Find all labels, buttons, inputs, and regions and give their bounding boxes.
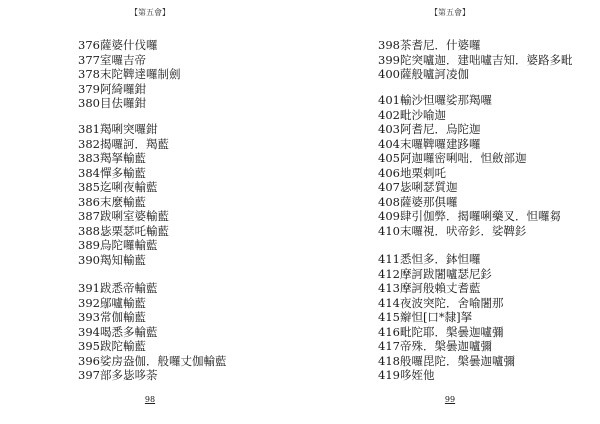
- mantra-line: 376薩婆什伐囉: [78, 38, 158, 52]
- mantra-line: 387跋唎室婆輸藍: [78, 209, 169, 223]
- mantra-line: 409肆引伽弊．揭囉唎藥叉．怛囉芻: [378, 209, 561, 223]
- verse-group: [78, 38, 180, 111]
- mantra-line: 411悉怛多．鉢怛囉: [378, 252, 481, 266]
- mantra-line: 413摩訶般賴丈耆藍: [378, 281, 481, 295]
- mantra-line: 382揭囉訶．羯藍: [78, 136, 169, 151]
- mantra-line: 393常伽輸藍: [78, 310, 146, 324]
- mantra-line: 412摩訶跋闍嚧瑟尼釤: [378, 266, 492, 281]
- verse-group: [378, 252, 515, 383]
- mantra-line: 381羯唎突囉鉗: [78, 122, 158, 136]
- mantra-line: 400薩般嚧訶凌伽: [378, 67, 469, 81]
- verse-group: [378, 93, 561, 238]
- mantra-line: 401輸沙怛囉娑那羯囉: [378, 93, 492, 107]
- mantra-line: 407毖唎瑟質迦: [378, 180, 458, 194]
- mantra-line: 389烏陀囉輸藍: [78, 238, 158, 252]
- verse-group: [78, 122, 169, 267]
- mantra-line: 390羯知輸藍: [78, 252, 146, 267]
- mantra-line: 398茶耆尼．什婆囉: [378, 38, 481, 52]
- mantra-line: 416毗陀耶．槃曇迦嚧彌: [378, 324, 504, 339]
- right-page: [300, 0, 600, 424]
- mantra-line: 419哆姪他: [378, 368, 435, 382]
- mantra-line: 383羯拏輸藍: [78, 151, 146, 165]
- running-header: 【第五會】: [130, 8, 170, 17]
- mantra-line: 402毗沙喻迦: [378, 107, 446, 122]
- verse-group: [78, 281, 226, 383]
- mantra-line: 396娑房盎伽．般囉丈伽輸藍: [78, 353, 227, 368]
- mantra-line: 377室囉吉帝: [78, 52, 146, 67]
- mantra-line: 397部多毖哆荼: [78, 368, 158, 382]
- mantra-line: 410末囉視．吠帝釤．娑鞞釤: [378, 223, 527, 238]
- mantra-line: 391跋悉帝輸藍: [78, 281, 158, 295]
- mantra-line: 405阿迦囉密唎咄．怛斂部迦: [378, 151, 527, 165]
- mantra-line: 414夜波突陀．舍喻闍那: [378, 295, 504, 310]
- mantra-line: 406地栗剌吒: [378, 165, 446, 180]
- mantra-line: 394喝悉多輸藍: [78, 324, 158, 339]
- mantra-line: 388毖栗瑟吒輸藍: [78, 223, 169, 238]
- page-number: 99: [444, 395, 456, 404]
- mantra-line: 385迄唎夜輸藍: [78, 180, 158, 194]
- mantra-line: 418般囉毘陀．槃曇迦嚧彌: [378, 353, 515, 368]
- page-number: 98: [144, 395, 156, 404]
- mantra-line: 392鄔嚧輸藍: [78, 295, 146, 310]
- mantra-line: 380目佉囉鉗: [78, 96, 146, 110]
- mantra-line: 403阿耆尼．烏陀迦: [378, 122, 481, 136]
- mantra-line: 379阿綺囉鉗: [78, 81, 146, 96]
- running-header: 【第五會】: [430, 8, 470, 17]
- verse-group: [378, 38, 572, 82]
- mantra-line: 399陀突嚧迦．建咄嚧吉知．婆路多毗: [378, 52, 573, 67]
- mantra-line: 404末囉鞞囉建跢囉: [378, 136, 481, 151]
- mantra-line: 378末陀鞞達囉制劍: [78, 67, 181, 81]
- mantra-line: 395跋陀輸藍: [78, 339, 146, 353]
- mantra-line: 415辮怛[口*隸]拏: [378, 310, 473, 324]
- mantra-line: 417帝殊．槃曇迦嚧彌: [378, 339, 492, 353]
- mantra-line: 384憚多輸藍: [78, 165, 146, 180]
- mantra-line: 386末麼輸藍: [78, 194, 146, 209]
- mantra-line: 408薩婆那俱囉: [378, 194, 458, 209]
